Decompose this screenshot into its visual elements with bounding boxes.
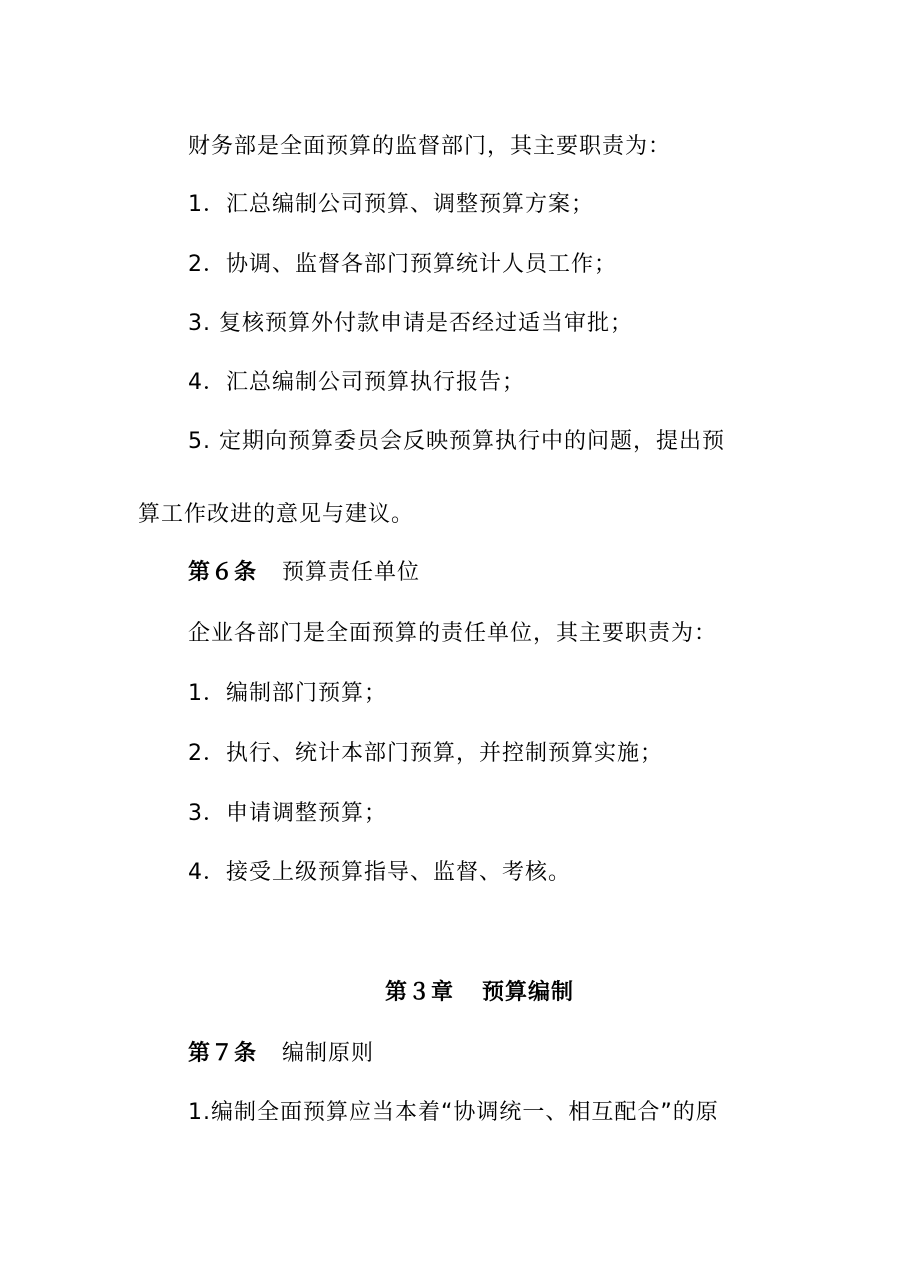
article-heading <box>0 1039 909 1069</box>
article-number: 第７条 <box>188 1041 258 1066</box>
list-item: 2．执行、统计本部门预算，并控制预算实施； <box>188 741 663 766</box>
chapter-number: 第３章 <box>384 980 454 1005</box>
list-item: 1．汇总编制公司预算、调整预算方案； <box>188 192 594 217</box>
paragraph-finance-intro: 财务部是全面预算的监督部门，其主要职责为： <box>188 134 672 159</box>
article-number: 第６条 <box>188 560 258 585</box>
list-item: 2．协调、监督各部门预算统计人员工作； <box>188 252 617 277</box>
list-item: 5. 定期向预算委员会反映预算执行中的问题，提出预 <box>188 429 725 454</box>
list-item-continuation: 算工作改进的意见与建议。 <box>138 502 415 527</box>
list-item: 4．汇总编制公司预算执行报告； <box>188 370 525 395</box>
chapter-title: 预算编制 <box>482 980 575 1005</box>
list-item: 3. 复核预算外付款申请是否经过适当审批； <box>188 311 633 336</box>
chapter-heading <box>0 978 909 1008</box>
list-item: 4．接受上级预算指导、监督、考核。 <box>188 860 571 885</box>
paragraph-principle: 1.编制全面预算应当本着“协调统一、相互配合”的原 <box>188 1100 719 1125</box>
article-title: 预算责任单位 <box>282 560 421 585</box>
list-item: 3．申请调整预算； <box>188 801 387 826</box>
article-title: 编制原则 <box>282 1041 375 1066</box>
article-heading <box>0 558 909 588</box>
list-item: 1．编制部门预算； <box>188 681 387 706</box>
paragraph-dept-intro: 企业各部门是全面预算的责任单位，其主要职责为： <box>188 621 718 646</box>
